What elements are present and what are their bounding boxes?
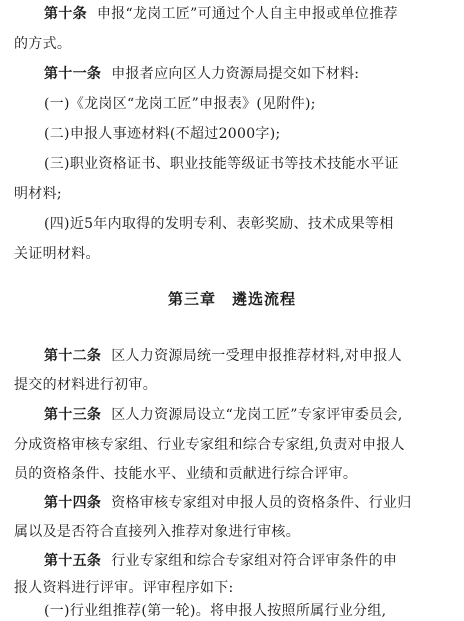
article-14-label: 第十四条 [44,495,102,511]
article-13-line-3: 员的资格条件、技能水平、业绩和贡献进行综合评审。 [14,466,358,482]
article-11-item-1: (一)《龙岗区“龙岗工匠”申报表》(见附件); [44,96,316,112]
article-11-line-1 [44,64,454,84]
article-11-item-4-cont: 关证明材料。 [14,246,100,262]
article-10-label: 第十条 [44,6,87,22]
article-15-text: 行业专家组和综合专家组对符合评审条件的申 [111,553,398,569]
article-15-line-2: 报人资料进行评审。评审程序如下: [14,580,234,596]
article-13-label: 第十三条 [44,407,102,423]
article-15-line-3: (一)行业组推荐(第一轮)。将申报人按照所属行业分组, [44,603,387,619]
article-11-item-2: (二)申报人事迹材料(不超过2000字); [44,126,281,142]
article-11-label: 第十一条 [44,66,102,82]
article-11-item-3: (三)职业资格证书、职业技能等级证书等技术技能水平证 [44,156,399,172]
article-13-line-1 [44,405,454,425]
article-12-line-2: 提交的材料进行初审。 [14,377,157,393]
article-13-text: 区人力资源局设立“龙岗工匠”专家评审委员会, [111,407,403,423]
article-12-label: 第十二条 [44,348,102,364]
article-14-line-1 [44,493,454,513]
article-10-line-1 [44,4,454,24]
article-15-label: 第十五条 [44,553,102,569]
article-13-line-2: 分成资格审核专家组、行业专家组和综合专家组,负责对申报人 [14,437,405,453]
chapter-heading: 第三章 遴选流程 [167,290,296,308]
article-14-line-2: 属以及是否符合直接列入推荐对象进行审核。 [14,524,300,540]
article-12-line-1 [44,346,454,366]
article-14-text: 资格审核专家组对申报人员的资格条件、行业归 [111,495,412,511]
article-11-item-3-cont: 明材料; [14,186,62,202]
article-10-text: 申报“龙岗工匠”可通过个人自主申报或单位推荐 [96,6,398,22]
article-11-text: 申报者应向区人力资源局提交如下材料: [111,66,360,82]
article-12-text: 区人力资源局统一受理申报推荐材料,对申报人 [111,348,402,364]
article-15-line-1 [44,551,454,571]
article-10-line-2: 的方式。 [14,36,72,52]
article-11-item-4: (四)近5年内取得的发明专利、表彰奖励、技术成果等相 [44,216,394,232]
